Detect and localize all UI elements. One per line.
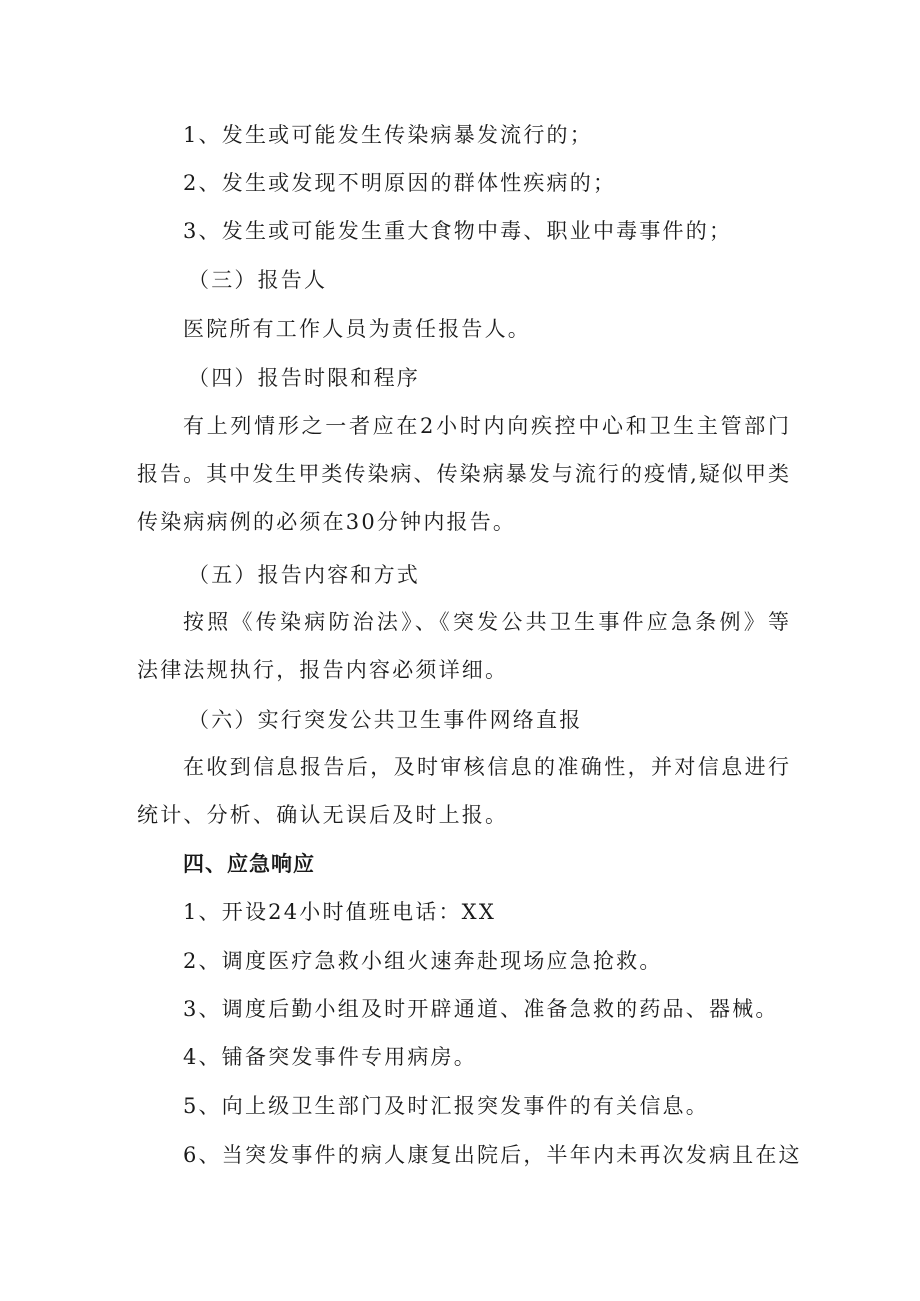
paragraph-reporter: 医院所有工作人员为责任报告人。: [183, 317, 531, 341]
section-heading-emergency-response: 四、应急响应: [183, 852, 315, 876]
section-heading-network-report: （六）实行突发公共卫生事件网络直报: [188, 708, 583, 732]
section-heading-content: （五）报告内容和方式: [188, 563, 420, 587]
list-item-3: 3、发生或可能发生重大食物中毒、职业中毒事件的；: [183, 219, 733, 243]
paragraph-network-line-2: 统计、分析、确认无误后及时上报。: [137, 803, 509, 827]
response-item-1: 1、开设24小时值班电话：XX: [183, 900, 496, 924]
section-heading-time-limit: （四）报告时限和程序: [188, 366, 420, 390]
response-item-6: 6、当突发事件的病人康复出院后，半年内未再次发病且在这: [183, 1143, 802, 1167]
response-item-2: 2、调度医疗急救小组火速奔赴现场应急抢救。: [183, 949, 663, 973]
paragraph-time-limit-line-1: 有上列情形之一者应在2小时内向疾控中心和卫生主管部门: [183, 414, 789, 438]
paragraph-time-limit-line-2: 报告。其中发生甲类传染病、传染病暴发与流行的疫情,疑似甲类: [137, 462, 789, 486]
response-item-4: 4、铺备突发事件专用病房。: [183, 1045, 477, 1069]
paragraph-time-limit-line-3: 传染病病例的必须在30分钟内报告。: [137, 510, 517, 534]
paragraph-content-line-1: 按照《传染病防治法》、《突发公共卫生事件应急条例》等: [183, 610, 789, 634]
list-item-2: 2、发生或发现不明原因的群体性疾病的；: [183, 171, 617, 195]
list-item-1: 1、发生或可能发生传染病暴发流行的；: [183, 123, 593, 147]
response-item-3: 3、调度后勤小组及时开辟通道、准备急救的药品、器械。: [183, 997, 779, 1021]
paragraph-network-line-1: 在收到信息报告后，及时审核信息的准确性，并对信息进行: [183, 755, 789, 779]
section-heading-reporter: （三）报告人: [188, 268, 328, 292]
paragraph-content-line-2: 法律法规执行，报告内容必须详细。: [137, 658, 509, 682]
response-item-5: 5、向上级卫生部门及时汇报突发事件的有关信息。: [183, 1094, 709, 1118]
